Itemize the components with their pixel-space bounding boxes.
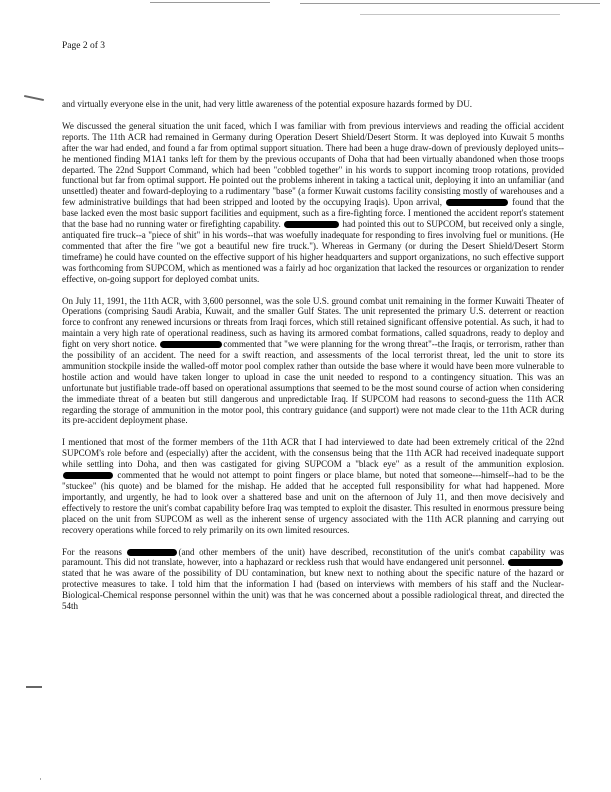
paragraph-text: On July 11, 1991, the 11th ACR, with 3,600 personnel, was the sole U.S. ground combat unit remaining in the former Kuwaiti Theater of Operations (comprising Saudi Arabia, Kuwait, and the smaller Gulf States. The unit represented the primary U.S. deterrent or reaction force to confront any renewed incursions or threats from Iraqi forces, which still retained significant offensive potential. As such, it had to maintain a very high rate of operational readiness, such as having its armored combat formations, called squadrons, ready to deploy and fight on very short notice. bbox=[62, 295, 564, 350]
paragraph-text: (and other members of the unit) have described, reconstitution of the unit's combat capability was paramount. This did not translate, however, into a haphazard or reckless rush that would have endangered unit personnel. bbox=[62, 546, 564, 568]
paragraph-text: commented that he would not attempt to point fingers or place blame, but noted that someone---himself--had to be the "stuckee" (his quote) and be blamed for the mishap. He added that he accepted full responsibility for what had happened. More importantly, and urgently, he had to look over a shattered base and unit on the afternoon of July 11, and then move decisively and effectively to restore the unit's combat capability before Iraq was tempted to exploit the disaster. This resulted in enormous pressure being placed on the unit from SUPCOM as well as the inherent sense of urgency associated with the 11th ACR planning and carrying out recovery operations while forced to rely primarily on its own limited resources. bbox=[62, 470, 564, 535]
paragraph bbox=[62, 99, 564, 110]
paragraph bbox=[62, 437, 564, 535]
paragraph-text: commented that "we were planning for the wrong threat"--the Iraqis, or terrorism, rather than the possibility of an accident. The need for a swift reaction, and assessments of the local terrorist threat, led the unit to store its ammunition stockpile inside the walled-off motor pool complex rather than outside the base where it would have been more vulnerable to hostile action and would have taken longer to upload in case the unit needed to respond to a contingency situation. This was an unfortunate but justifiable trade-off based on operational assumptions that seemed to be the most sound course of action when considering the immediate threat of a beaten but still dangerous and unpredictable Iraq. If SUPCOM had reasons to second-guess the 11th ACR regarding the storage of ammunition in the motor pool, this contrary guidance (and support) were not made clear to the 11th ACR during its pre-accident deployment phase. bbox=[62, 339, 564, 426]
page-number: Page 2 of 3 bbox=[62, 41, 106, 51]
paragraph-text: had pointed this out to SUPCOM, but received only a single, antiquated fire truck--a "piece of shit" in his words--that was woefully inadequate for responding to fires involving fuel or munitions. (He commented that after the fire "we got a beautiful new fire truck."). Whereas in Germany (or during the Desert Shield/Desert Storm timeframe) he could have counted on the effective support of his higher headquarters and support organizations, no such effective support was forthcoming from SUPCOM, which as mentioned was a fairly ad hoc organization that lacked the resources or organization to render effective, on-going support for deployed combat units. bbox=[62, 219, 564, 284]
paragraph bbox=[62, 121, 564, 285]
redaction-bar bbox=[160, 341, 222, 348]
paragraph-text: found that the base lacked even the most basic support facilities and equipment, such as a fire-fighting force. I mentioned the accident report's statement that the base had no running water or firefighting capability. bbox=[62, 197, 565, 230]
paragraph-text: The 11th ACR had remained in Germany during Operation Desert Shield/Desert Storm. It was deployed into Kuwait 5 months after the war had ended, and found a far from optimal support situation. There had been a huge draw-down of previously deployed units--he mentioned finding M1A1 tanks left for them by the previous occupants of Doha that had been virtually abandoned when those troops departed. The 22nd Support Command, which had been "cobbled together" in his words to support incoming troop rotations, provided functional but far from optimal support. He pointed out the problems inherent in taking a tactical unit, deploying it into an unfamiliar (and unsettled) theater and foward-deploying to a rudimentary "base" (a former Kuwait customs facility consisting mostly of warehouses and a few administrative buildings that had been stripped and looted by the occupying Iraqis). Upon arrival, bbox=[62, 131, 564, 208]
redaction-bar bbox=[127, 549, 177, 556]
paragraph-text: We discussed the general situation the unit faced, which I was familiar with from previous interviews and reading the official accident reports. bbox=[62, 120, 564, 142]
paragraph-text: and virtually everyone else in the unit, had very little awareness of the potential exposure hazards formed by DU. bbox=[62, 99, 472, 109]
margin-mark-top bbox=[24, 95, 44, 101]
paragraph-text: I mentioned that most of the former members of the 11th ACR that I had interviewed to date had been extremely critical of the 22nd SUPCOM's role before and (especially) after the accident, with the consensus being that the 11th ACR had received inadequate support while settling into Doha, and then was castigated for giving SUPCOM a "black eye" as a result of the ammunition explosion. bbox=[62, 437, 564, 470]
redaction-bar bbox=[446, 199, 508, 206]
scan-dot bbox=[40, 778, 41, 780]
redaction-bar bbox=[284, 221, 339, 228]
paragraph-text: For the reasons bbox=[62, 546, 127, 557]
paragraph-text: stated that he was aware of the possibility of DU contamination, but knew next to nothing about the specific nature of the hazard or protective measures to take. I told him that the information I had (based on interviews with members of his staff and the Nuclear-Biological-Chemical response personnel within the unit) was that he was concerned about a possible radiological threat, and directed the 54th bbox=[62, 568, 564, 612]
paragraph bbox=[62, 296, 564, 427]
redaction-bar bbox=[63, 472, 113, 479]
margin-mark-bottom bbox=[26, 686, 42, 688]
paragraph bbox=[62, 547, 564, 612]
document-body bbox=[62, 99, 564, 623]
redaction-bar bbox=[508, 559, 563, 566]
